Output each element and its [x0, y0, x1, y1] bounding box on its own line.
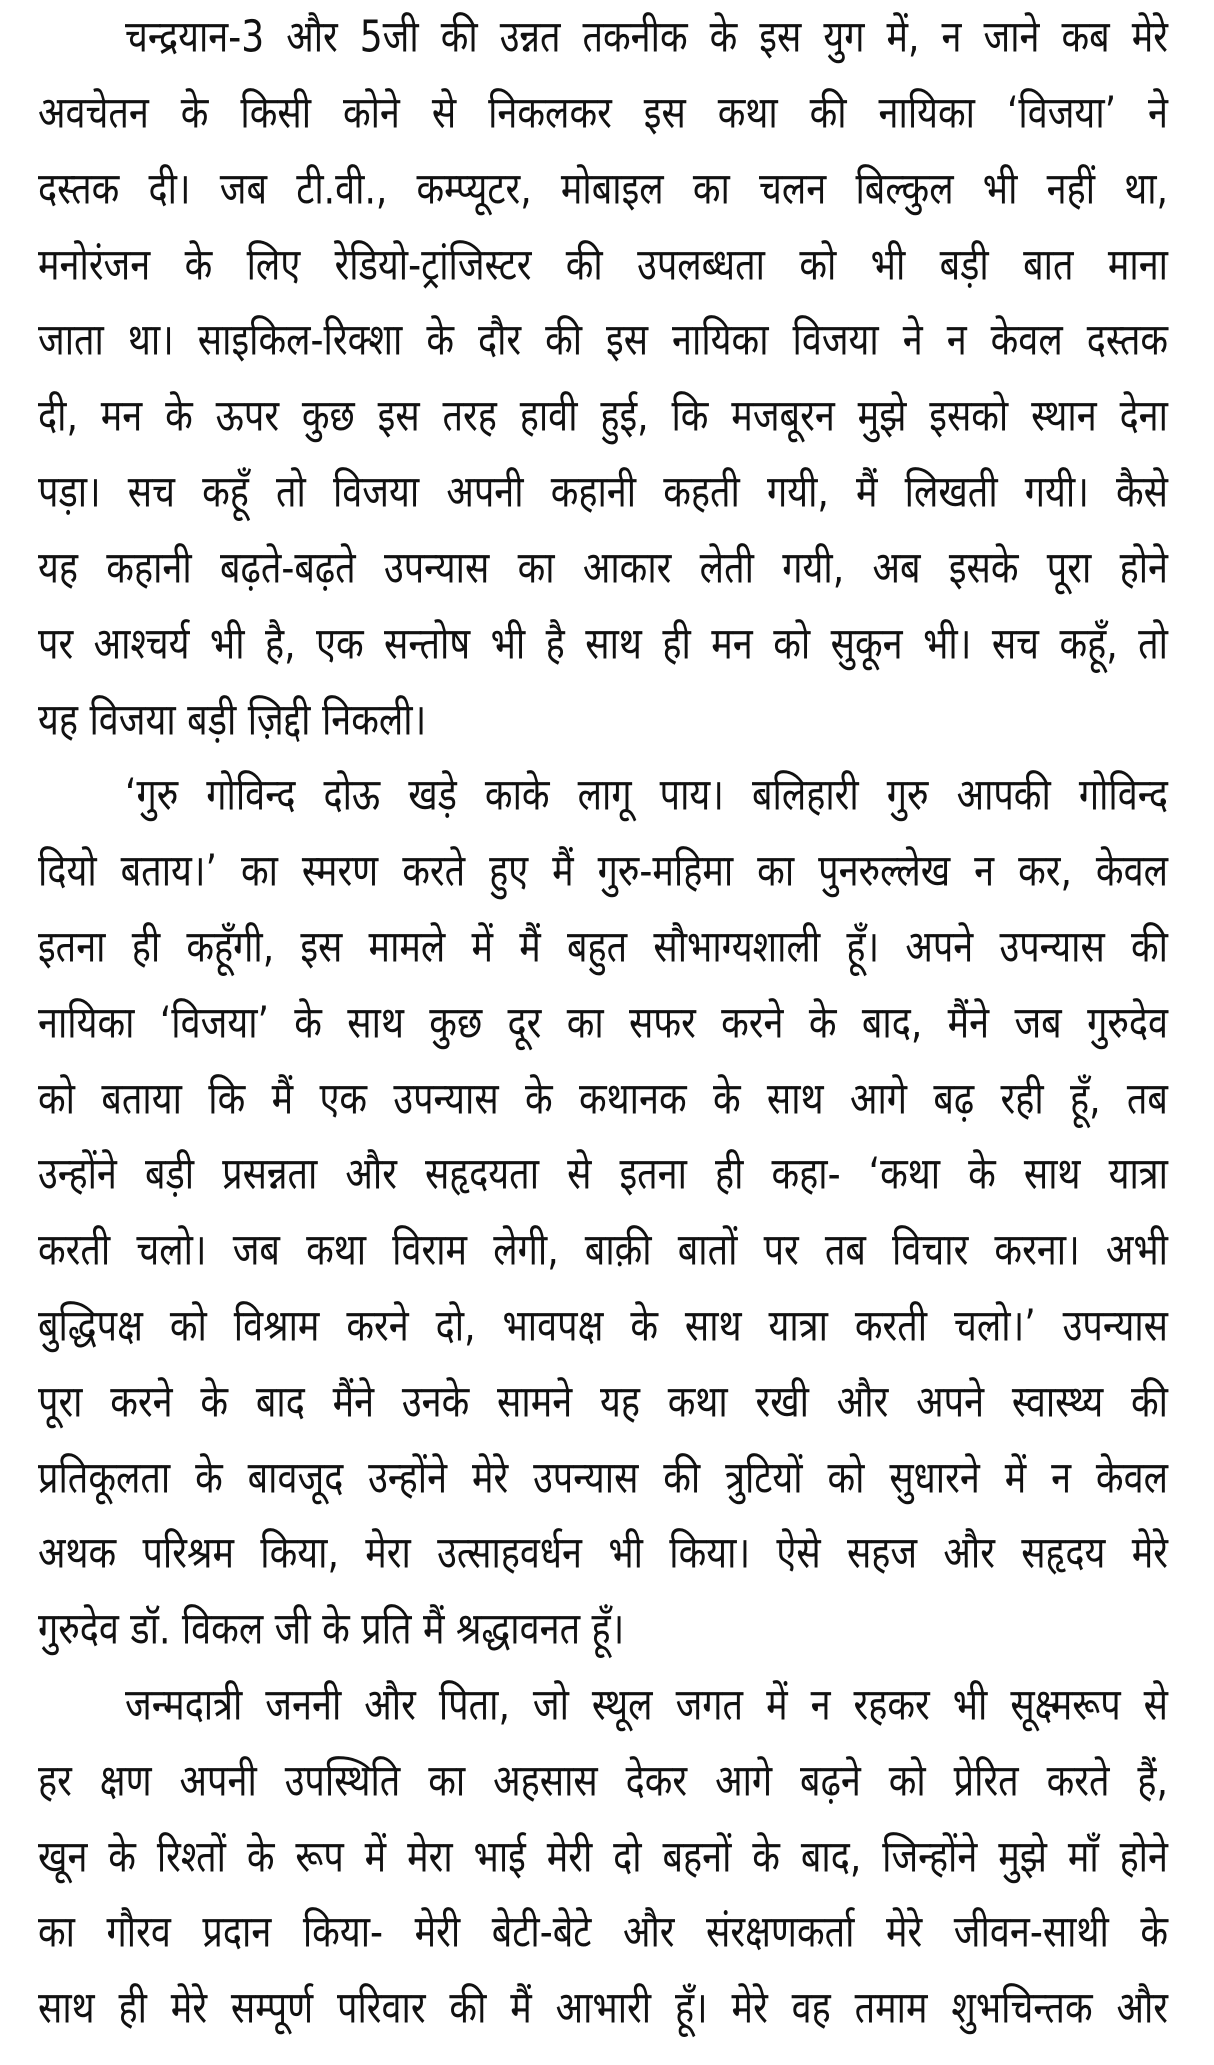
text-line [38, 531, 1168, 607]
line-text: का गौरव प्रदान किया- मेरी बेटी-बेटे और संरक्षणकर्ता मेरे जीवन-साथी के [38, 1907, 1168, 1958]
line-text: अथक परिश्रम किया, मेरा उत्साहवर्धन भी किया। ऐसे सहज और सहृदय मेरे [38, 1528, 1168, 1579]
line-text: साथ ही मेरे सम्पूर्ण परिवार की मैं आभारी हूँ। मेरे वह तमाम शुभचिन्तक और [38, 1983, 1168, 2034]
line-text: जन्मदात्री जननी और पिता, जो स्थूल जगत में न रहकर भी सूक्ष्मरूप से [125, 1680, 1168, 1731]
line-text: चन्द्रयान-3 और 5जी की उन्नत तकनीक के इस युग में, न जाने कब मेरे [125, 12, 1168, 63]
text-line [38, 607, 1168, 683]
line-text: जाता था। साइकिल-रिक्शा के दौर की इस नायिका विजया ने न केवल दस्तक [38, 315, 1168, 366]
text-line [38, 683, 1168, 759]
text-line [38, 834, 1168, 910]
line-text: उन्होंने बड़ी प्रसन्नता और सहृदयता से इतना ही कहा- ‘कथा के साथ यात्रा [38, 1149, 1168, 1200]
text-line [38, 228, 1168, 304]
text-line [38, 0, 1168, 76]
text-line [38, 455, 1168, 531]
line-text: दी, मन के ऊपर कुछ इस तरह हावी हुई, कि मजबूरन मुझे इसको स्थान देना [38, 391, 1168, 442]
line-text: मनोरंजन के लिए रेडियो-ट्रांजिस्टर की उपलब्धता को भी बड़ी बात माना [38, 240, 1168, 291]
text-line [38, 1516, 1168, 1592]
text-line [38, 303, 1168, 379]
line-text: नायिका ‘विजया’ के साथ कुछ दूर का सफर करने के बाद, मैंने जब गुरुदेव [38, 998, 1168, 1049]
text-line [38, 1289, 1168, 1365]
text-line [38, 758, 1168, 834]
text-line [38, 910, 1168, 986]
line-text: पूरा करने के बाद मैंने उनके सामने यह कथा रखी और अपने स्वास्थ्य की [38, 1377, 1168, 1428]
text-line [38, 379, 1168, 455]
text-line [38, 1744, 1168, 1820]
line-text: दस्तक दी। जब टी.वी., कम्प्यूटर, मोबाइल का चलन बिल्कुल भी नहीं था, [38, 164, 1168, 215]
text-line [38, 1365, 1168, 1441]
line-text: अवचेतन के किसी कोने से निकलकर इस कथा की नायिका ‘विजया’ ने [38, 88, 1168, 139]
text-line [38, 1668, 1168, 1744]
text-line [38, 1895, 1168, 1971]
line-text: दियो बताय।’ का स्मरण करते हुए मैं गुरु-महिमा का पुनरुल्लेख न कर, केवल [38, 846, 1168, 897]
text-line [38, 152, 1168, 228]
line-text: यह कहानी बढ़ते-बढ़ते उपन्यास का आकार लेती गयी, अब इसके पूरा होने [38, 543, 1168, 594]
text-line [38, 76, 1168, 152]
text-line [38, 1820, 1168, 1896]
line-text: खून के रिश्तों के रूप में मेरा भाई मेरी दो बहनों के बाद, जिन्होंने मुझे माँ होने [38, 1832, 1168, 1883]
text-line [38, 1971, 1168, 2047]
text-line [38, 1441, 1168, 1517]
line-text: को बताया कि मैं एक उपन्यास के कथानक के साथ आगे बढ़ रही हूँ, तब [38, 1074, 1168, 1125]
text-line [38, 1137, 1168, 1213]
line-text: करती चलो। जब कथा विराम लेगी, बाक़ी बातों पर तब विचार करना। अभी [38, 1225, 1168, 1276]
line-text: पर आश्चर्य भी है, एक सन्तोष भी है साथ ही मन को सुकून भी। सच कहूँ, तो [38, 619, 1168, 670]
line-text: बुद्धिपक्ष को विश्राम करने दो, भावपक्ष के साथ यात्रा करती चलो।’ उपन्यास [38, 1301, 1168, 1352]
line-text: प्रतिकूलता के बावजूद उन्होंने मेरे उपन्यास की त्रुटियों को सुधारने में न केवल [38, 1453, 1168, 1504]
text-line [38, 1592, 1168, 1668]
line-text: हर क्षण अपनी उपस्थिति का अहसास देकर आगे बढ़ने को प्रेरित करते हैं, [38, 1756, 1168, 1807]
line-text: इतना ही कहूँगी, इस मामले में मैं बहुत सौभाग्यशाली हूँ। अपने उपन्यास की [38, 922, 1168, 973]
text-line [38, 1213, 1168, 1289]
line-text: पड़ा। सच कहूँ तो विजया अपनी कहानी कहती गयी, मैं लिखती गयी। कैसे [38, 467, 1168, 518]
line-text: यह विजया बड़ी ज़िद्दी निकली। [38, 695, 427, 746]
text-line [38, 986, 1168, 1062]
line-text: ‘गुरु गोविन्द दोऊ खड़े काके लागू पाय। बलिहारी गुरु आपकी गोविन्द [125, 770, 1168, 821]
line-text: गुरुदेव डॉ. विकल जी के प्रति मैं श्रद्धावनत हूँ। [38, 1604, 625, 1655]
text-line [38, 1062, 1168, 1138]
